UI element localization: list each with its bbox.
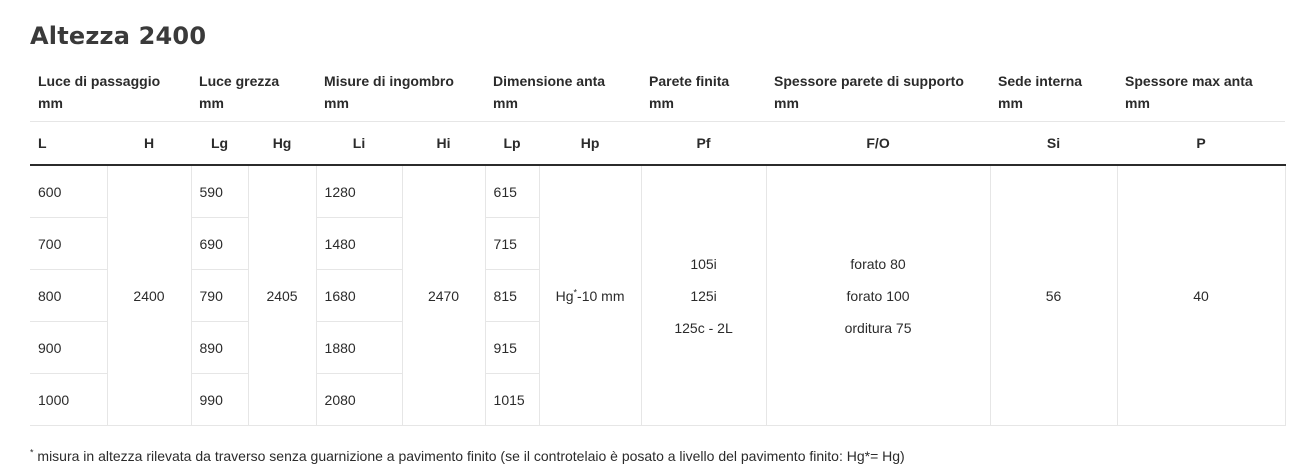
group-header-dimensione-anta — [485, 63, 641, 122]
cell-P: 40 — [1117, 165, 1285, 426]
column-header-H: H — [107, 122, 191, 166]
fo-value: orditura 75 — [844, 319, 912, 336]
cell-L: 900 — [30, 322, 107, 374]
group-header-row — [30, 63, 1285, 122]
cell-Pf — [641, 165, 766, 426]
hp-suffix: -10 mm — [577, 287, 625, 304]
column-header-Si: Si — [990, 122, 1117, 166]
column-header-Pf: Pf — [641, 122, 766, 166]
column-header-row — [30, 122, 1285, 166]
column-header-Hp: Hp — [539, 122, 641, 166]
unit-label: mm — [324, 95, 349, 111]
unit-label: mm — [199, 95, 224, 111]
unit-label: mm — [493, 95, 518, 111]
pf-value: 105i — [690, 255, 717, 272]
column-header-Lg: Lg — [191, 122, 248, 166]
group-header-sede-interna — [990, 63, 1117, 122]
unit-label: mm — [649, 95, 674, 111]
cell-L: 800 — [30, 270, 107, 322]
column-header-Li: Li — [316, 122, 402, 166]
cell-L: 1000 — [30, 374, 107, 426]
group-header-misure-ingombro — [316, 63, 485, 122]
column-header-L: L — [30, 122, 107, 166]
cell-Lp: 815 — [485, 270, 539, 322]
cell-Si: 56 — [990, 165, 1117, 426]
unit-label: mm — [774, 95, 799, 111]
group-label: Misure di ingombro — [324, 73, 454, 89]
cell-Li: 1680 — [316, 270, 402, 322]
cell-FO — [766, 165, 990, 426]
cell-Li: 1880 — [316, 322, 402, 374]
cell-Lp: 615 — [485, 165, 539, 218]
cell-Li: 2080 — [316, 374, 402, 426]
asterisk-mark: * — [573, 286, 578, 297]
group-label: Spessore parete di supporto — [774, 73, 964, 89]
group-header-spessore-supporto — [766, 63, 990, 122]
cell-Li: 1480 — [316, 218, 402, 270]
fo-value: forato 80 — [850, 255, 906, 272]
cell-Lg: 890 — [191, 322, 248, 374]
group-header-parete-finita — [641, 63, 766, 122]
column-header-P: P — [1117, 122, 1285, 166]
column-header-FO: F/O — [766, 122, 990, 166]
pf-value: 125i — [690, 287, 717, 304]
unit-label: mm — [38, 95, 63, 111]
group-label: Luce grezza — [199, 73, 280, 89]
cell-Li: 1280 — [316, 165, 402, 218]
hp-prefix: Hg — [555, 287, 574, 304]
unit-label: mm — [1125, 95, 1150, 111]
column-header-Hi: Hi — [402, 122, 485, 166]
footnote — [30, 448, 905, 464]
cell-Hi: 2470 — [402, 165, 485, 426]
cell-Lp: 915 — [485, 322, 539, 374]
cell-H: 2400 — [107, 165, 191, 426]
group-label: Sede interna — [998, 73, 1083, 89]
table-row — [30, 165, 1285, 218]
cell-Hp — [539, 165, 641, 426]
column-header-Lp: Lp — [485, 122, 539, 166]
cell-Lg: 690 — [191, 218, 248, 270]
cell-Lp: 1015 — [485, 374, 539, 426]
cell-Lp: 715 — [485, 218, 539, 270]
pf-value: 125c - 2L — [674, 319, 733, 336]
page-title: Altezza 2400 — [30, 22, 207, 50]
group-label: Luce di passaggio — [38, 73, 161, 89]
group-header-luce-passaggio — [30, 63, 191, 122]
cell-Lg: 990 — [191, 374, 248, 426]
group-label: Dimensione anta — [493, 73, 606, 89]
cell-Lg: 790 — [191, 270, 248, 322]
column-header-Hg: Hg — [248, 122, 316, 166]
unit-label: mm — [998, 95, 1023, 111]
dimensions-table — [30, 63, 1286, 426]
footnote-text: misura in altezza rilevata da traverso senza guarnizione a pavimento finito (se il controtelaio è posato a livello del pavimento finito: Hg*= Hg) — [33, 448, 905, 464]
group-header-luce-grezza — [191, 63, 316, 122]
fo-value: forato 100 — [846, 287, 910, 304]
cell-L: 700 — [30, 218, 107, 270]
cell-L: 600 — [30, 165, 107, 218]
footnote-mark: * — [30, 447, 34, 458]
cell-Lg: 590 — [191, 165, 248, 218]
cell-Hg: 2405 — [248, 165, 316, 426]
group-header-spessore-max — [1117, 63, 1285, 122]
group-label: Spessore max anta — [1125, 73, 1253, 89]
group-label: Parete finita — [649, 73, 730, 89]
